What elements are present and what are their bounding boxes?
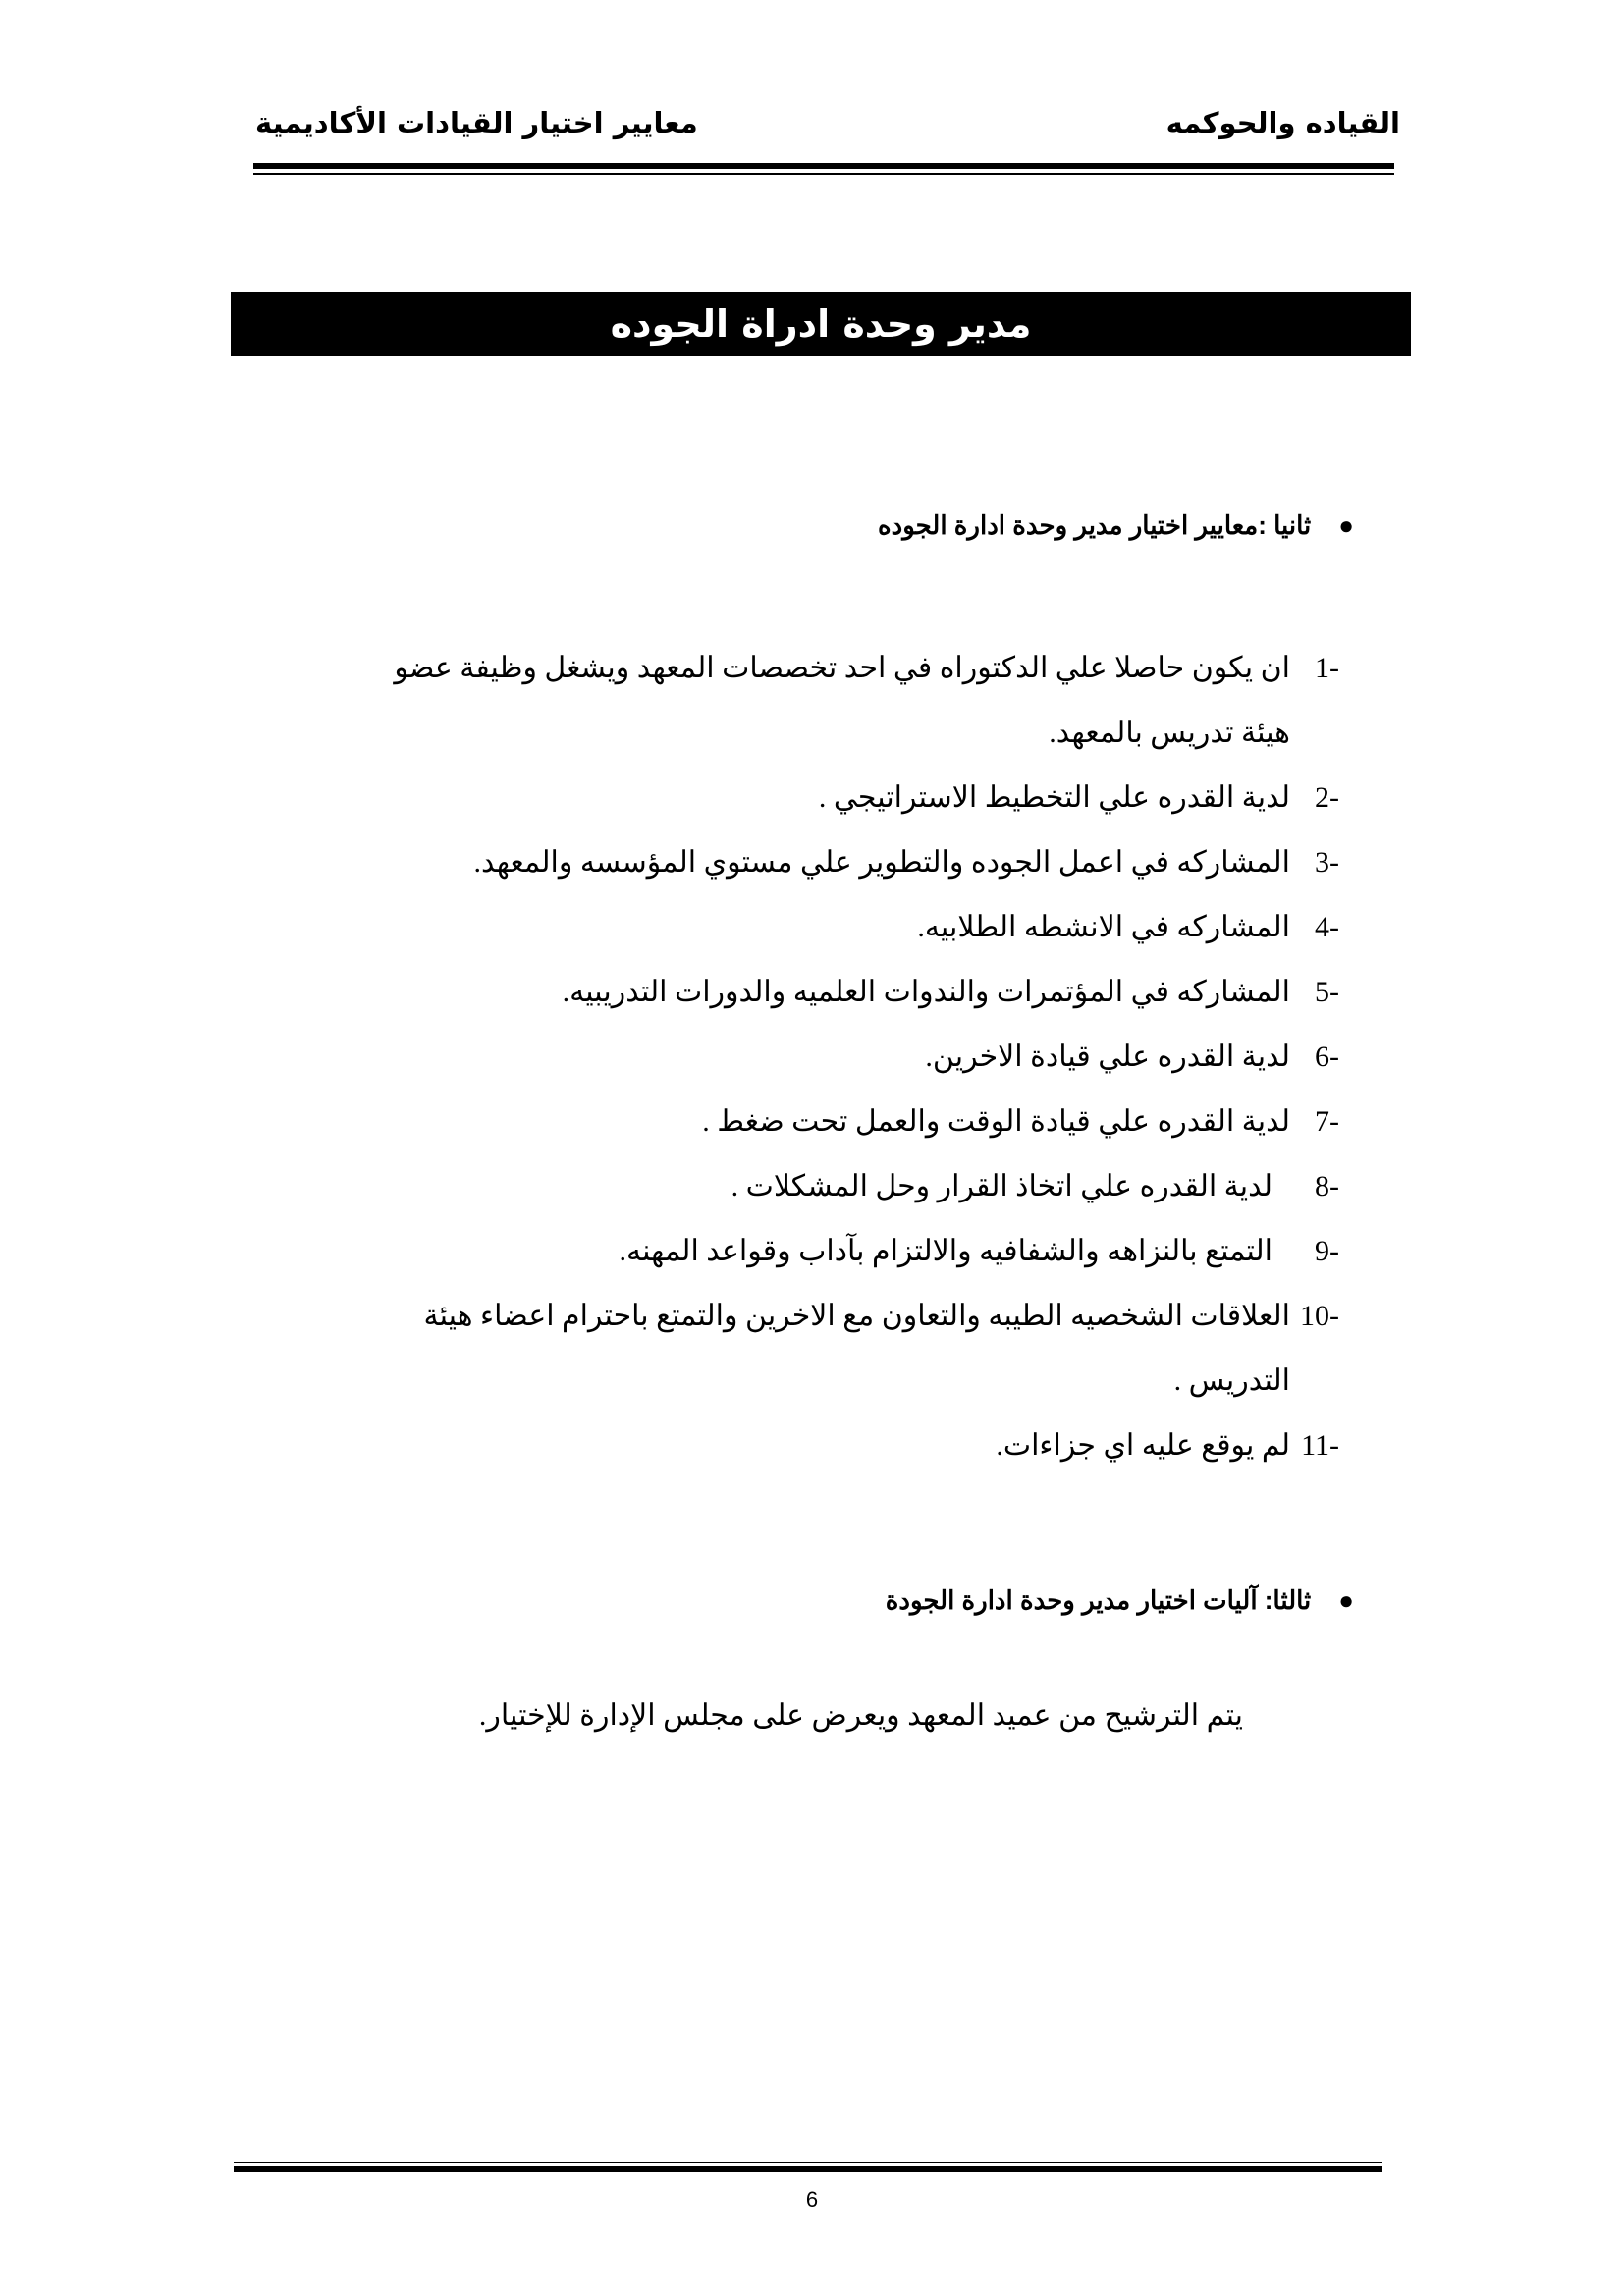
list-item-number: -8 bbox=[1315, 1170, 1339, 1202]
list-item-text: لدية القدره علي التخطيط الاستراتيجي . bbox=[818, 781, 1290, 814]
list-item bbox=[357, 1025, 1339, 1090]
list-item-text: المشاركه في الانشطه الطلابيه. bbox=[917, 911, 1290, 943]
list-item-number: -4 bbox=[1315, 911, 1339, 943]
header-rule-thick bbox=[253, 163, 1394, 169]
list-item bbox=[357, 1284, 1339, 1414]
list-item bbox=[357, 766, 1339, 830]
page-title-bar bbox=[231, 292, 1411, 356]
criteria-list bbox=[357, 636, 1339, 1478]
list-item bbox=[357, 1090, 1339, 1154]
footer-rule-thin bbox=[234, 2162, 1382, 2163]
list-item bbox=[357, 960, 1339, 1025]
list-item-number: -3 bbox=[1315, 846, 1339, 879]
criteria-heading-text: ثانيا :معايير اختيار مدير وحدة ادارة الجوده bbox=[878, 510, 1312, 540]
list-item-number: -10 bbox=[1300, 1300, 1339, 1332]
footer-rule-thick bbox=[234, 2166, 1382, 2172]
list-item-number: -5 bbox=[1315, 976, 1339, 1008]
list-item-text: المشاركه في المؤتمرات والندوات العلميه والدورات التدريبيه. bbox=[562, 976, 1290, 1008]
page-number: 6 bbox=[805, 2187, 819, 2212]
list-item-text: المشاركه في اعمل الجوده والتطوير علي مستوي المؤسسه والمعهد. bbox=[473, 846, 1290, 879]
list-item-text: لدية القدره علي قيادة الاخرين. bbox=[925, 1041, 1290, 1073]
page-title: مدير وحدة ادراة الجوده bbox=[610, 302, 1032, 346]
list-item-number: -11 bbox=[1301, 1429, 1339, 1462]
list-item bbox=[357, 895, 1339, 960]
criteria-heading bbox=[878, 510, 1354, 541]
list-item-text: لدية القدره علي قيادة الوقت والعمل تحت ضغط . bbox=[702, 1105, 1290, 1138]
list-item-number: -9 bbox=[1315, 1235, 1339, 1267]
mechanism-heading bbox=[886, 1585, 1354, 1616]
list-item-text: التمتع بالنزاهه والشفافيه والالتزام بآداب وقواعد المهنه. bbox=[619, 1235, 1272, 1267]
list-item bbox=[357, 1154, 1339, 1219]
list-item-number: -2 bbox=[1315, 781, 1339, 814]
list-item-text: ان يكون حاصلا علي الدكتوراه في احد تخصصات المعهد ويشغل وظيفة عضو هيئة تدريس بالمعهد. bbox=[394, 652, 1290, 749]
list-item-text: لم يوقع عليه اي جزاءات. bbox=[996, 1429, 1290, 1462]
list-item bbox=[357, 636, 1339, 766]
mechanism-paragraph: يتم الترشيح من عميد المعهد ويعرض على مجلس الإدارة للإختيار. bbox=[478, 1699, 1243, 1732]
header-book-title: القياده والحوكمه bbox=[1165, 106, 1400, 139]
list-item-number: -6 bbox=[1315, 1041, 1339, 1073]
list-item-number: -7 bbox=[1315, 1105, 1339, 1138]
list-item-text: لدية القدره علي اتخاذ القرار وحل المشكلات . bbox=[731, 1170, 1272, 1202]
list-item bbox=[357, 1414, 1339, 1478]
bullet-icon: ● bbox=[1338, 1585, 1354, 1615]
list-item-text: العلاقات الشخصيه الطيبه والتعاون مع الاخرين والتمتع باحترام اعضاء هيئة التدريس . bbox=[423, 1300, 1290, 1397]
list-item-number: -1 bbox=[1315, 652, 1339, 684]
header-chapter-title: معايير اختيار القيادات الأكاديمية bbox=[255, 106, 698, 139]
mechanism-heading-text: ثالثا: آليات اختيار مدير وحدة ادارة الجودة bbox=[885, 1585, 1312, 1615]
list-item bbox=[357, 1219, 1339, 1284]
header-rule-thin bbox=[253, 173, 1394, 175]
bullet-icon: ● bbox=[1338, 510, 1354, 540]
list-item bbox=[357, 830, 1339, 895]
